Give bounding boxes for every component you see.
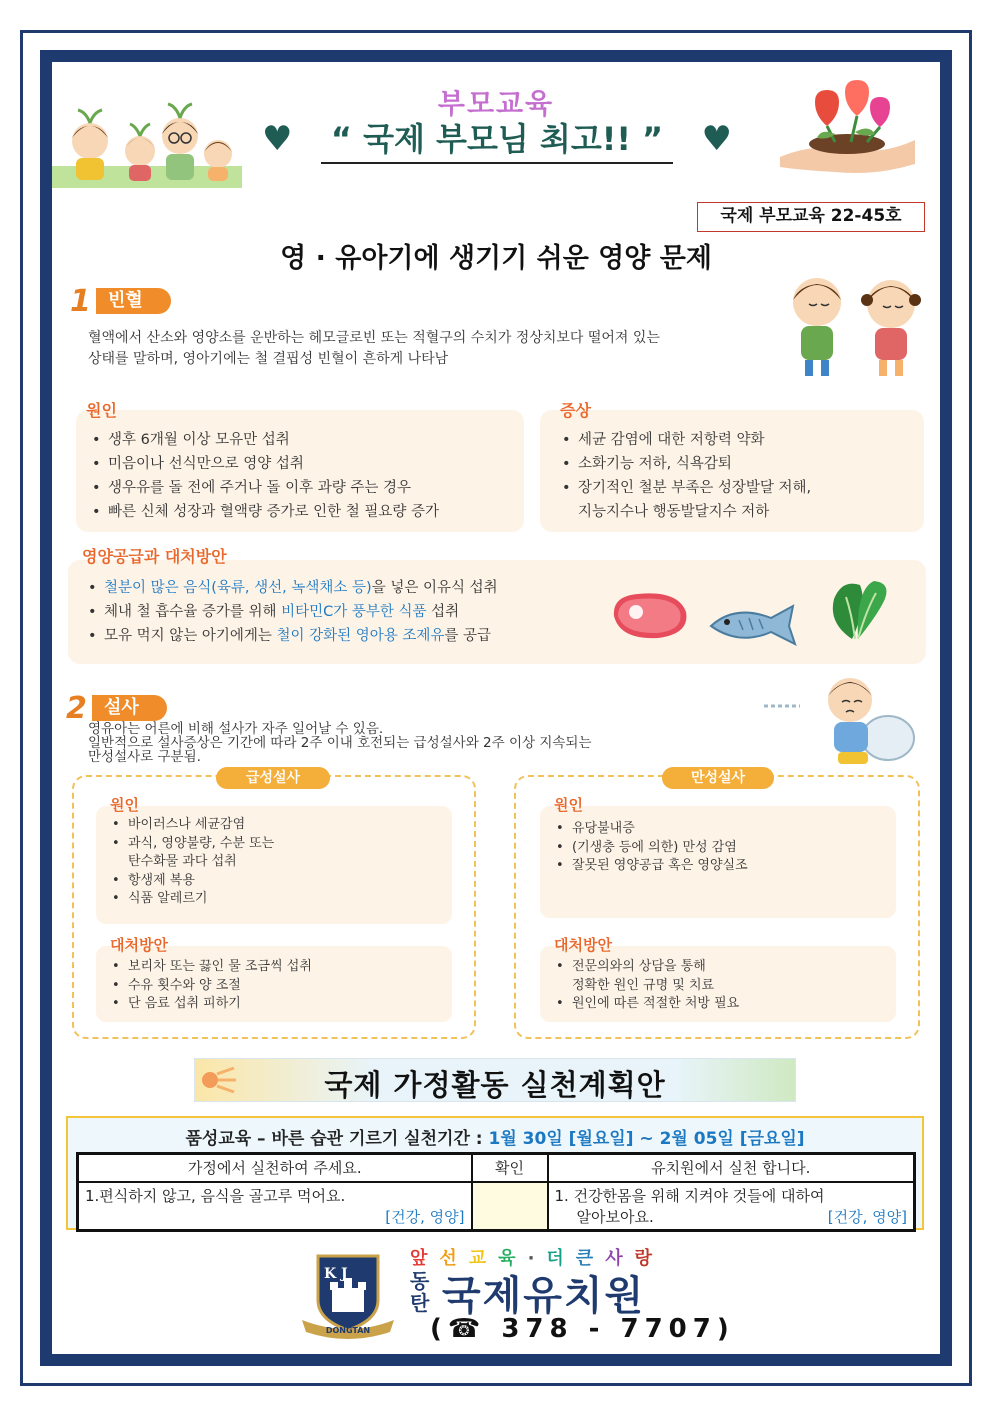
cause-list [90,428,439,524]
section1-label: 빈혈 [96,288,171,314]
col-home: 가정에서 실천하여 주세요. [78,1154,472,1182]
cause-box [76,410,524,532]
logo-letters: K J [324,1266,348,1282]
intro-line: 영유아는 어른에 비해 설사가 자주 일어날 수 있음. [88,721,384,737]
chronic-action-box [540,946,896,1022]
list-item: • 단 음료 섭취 피하기 [110,995,312,1014]
fish-icon [705,598,800,648]
list-item: • 미음이나 선식만으로 영양 섭취 [90,452,439,476]
list-item: • 수유 횟수와 양 조절 [110,977,312,996]
phone-number: (☎ 378 - 7707) [430,1314,735,1344]
section1-number: 1 [70,283,91,319]
spinach-icon [822,575,897,645]
plan-title [68,1124,922,1149]
plan-dates: 1월 30일 [월요일] ~ 2월 05일 [금요일] [488,1129,805,1149]
header-title: “ 국제 부모님 최고!! ” [321,114,673,164]
practice-banner-title: 국제 가정활동 실천계획안 [324,1068,666,1102]
kid-diarrhea-illustration [760,672,920,767]
list-item-continuation: 탄수화물 과다 섭취 [128,854,237,869]
kindergarten-logo [296,1250,400,1340]
school-item-line: 알아보아요. [576,1207,654,1226]
cause-heading: 원인 [86,401,117,420]
hands-hearts-illustration [775,72,920,177]
symptom-list [560,428,811,524]
supply-list [86,576,498,648]
list-item [86,600,498,624]
list-item: • 빠른 신체 성장과 혈액량 증가로 인한 철 필요량 증가 [90,500,439,524]
list-item: • 생후 6개월 이상 모유만 섭취 [90,428,439,452]
acute-action-box [96,946,452,1022]
list-item: • 보리차 또는 끓인 물 조금씩 섭취 [110,958,312,977]
home-cell [78,1182,472,1231]
highlight-text: 철이 강화된 영아용 조제유 [276,628,445,644]
acute-cause-box [96,806,452,924]
heart-icon: ♥ [262,119,293,159]
main-title: 영 · 유아기에 생기기 쉬운 영양 문제 [280,243,712,274]
plan-table [76,1152,916,1232]
section2-number: 2 [66,690,87,726]
list-item: • 식품 알레르기 [110,890,274,909]
section2-label: 설사 [92,695,167,721]
list-item: • 과식, 영양불량, 수분 또는 [110,835,274,854]
acute-cause-list [110,816,274,909]
school-cell [548,1182,915,1231]
list-item: • 잘못된 영양공급 혹은 영양실조 [554,857,748,876]
list-item [86,576,498,600]
acute-action-heading: 대처방안 [110,936,168,954]
list-text: 모유 먹지 않는 아기에게는 [104,628,277,644]
chronic-cause-list [554,820,748,876]
intro-line: 상태를 말하며, 영아기에는 철 결핍성 빈혈이 흔하게 나타남 [88,351,449,367]
slogan-char: 교 [468,1248,499,1269]
acute-action-list [110,958,312,1014]
list-text: 을 넣은 이유식 섭취 [371,580,498,596]
list-text: 섭취 [426,604,460,620]
school-item-row [555,1206,908,1227]
symptom-heading: 증상 [560,401,591,420]
symptom-box [540,410,924,532]
slogan-char: 큰 [575,1248,606,1269]
slogan-char: 앞 [410,1248,440,1269]
list-item: • 전문의와의 상담을 통해 [554,958,739,977]
list-item: • 생우유를 돌 전에 주거나 돌 이후 과량 주는 경우 [90,476,439,500]
list-item-continuation: 지능지수나 행동발달지수 저하 [578,504,770,520]
col-school: 유치원에서 실천 합니다. [548,1154,915,1182]
practice-plan [66,1116,924,1230]
list-item: • 항생제 복용 [110,872,274,891]
highlight-text: 철분이 많은 음식(육류, 생선, 녹색채소 등) [104,580,372,596]
practice-banner [194,1058,796,1102]
chronic-tag: 만성설사 [662,767,774,789]
intro-line: 혈액에서 산소와 영양소를 운반하는 헤모글로빈 또는 적혈구의 수치가 정상치보다 떨어져 있는 [88,330,660,346]
intro-line: 일반적으로 설사증상은 기간에 따라 2주 이내 호전되는 급성설사와 2주 이상 지속되는 [88,735,592,751]
chronic-cause-box [540,806,896,918]
list-item: • 바이러스나 세균감염 [110,816,274,835]
slogan-char: 사 [605,1248,635,1269]
school-item-line: 1. 건강한몸을 위해 지켜야 것들에 대하여 [554,1186,825,1205]
list-item: • 세균 감염에 대한 저항력 약화 [560,428,811,452]
section1-intro [88,328,788,370]
highlight-text: 비타민C가 풍부한 식품 [281,604,427,620]
list-item: • (기생충 등에 의한) 만성 감염 [554,839,748,858]
list-item-continuation: 정확한 원인 규명 및 치료 [572,977,715,993]
chronic-action-heading: 대처방안 [554,936,612,954]
section2-intro [88,722,768,764]
issue-number: 국제 부모교육 22-45호 [697,202,925,232]
sun-icon [200,1064,236,1096]
home-item: 1.편식하지 않고, 음식을 골고루 먹어요. [85,1186,346,1205]
slogan-char: 선 [439,1248,469,1269]
heart-icon: ♥ [701,119,732,159]
kindergarten-location: 동탄 [410,1269,430,1315]
plan-title-prefix: 품성교육 – 바른 습관 기르기 실천기간 : [185,1129,489,1149]
list-item [86,624,498,648]
section1-tag [70,283,171,319]
list-text: 체내 철 흡수율 증가를 위해 [104,604,282,620]
list-item: • 유당불내증 [554,820,748,839]
list-item: • 소화기능 저하, 식욕감퇴 [560,452,811,476]
slogan-char: 랑 [634,1248,664,1269]
list-item: • 장기적인 철분 부족은 성장발달 저해, [560,476,811,500]
chronic-cause-heading: 원인 [554,796,583,814]
slogan-char: 더 [546,1248,576,1269]
header-subtitle: 부모교육 [437,87,555,120]
check-cell[interactable] [472,1182,548,1231]
school-tag: [건강, 영양] [827,1207,907,1226]
home-tag: [건강, 영양] [385,1207,465,1226]
slogan-char: 육 [498,1248,528,1269]
chronic-action-list [554,958,739,1014]
list-item: • 원인에 따른 적절한 처방 필요 [554,995,739,1014]
header-title-row [262,114,732,164]
col-check: 확인 [472,1154,548,1182]
kindergarten-name: 국제유치원 [442,1273,646,1319]
meat-icon [608,590,692,642]
acute-tag: 급성설사 [216,767,330,789]
supply-heading: 영양공급과 대처방안 [82,547,227,566]
slogan-char: · [527,1248,547,1269]
list-text: 를 공급 [444,628,492,644]
intro-line: 만성설사로 구분됨. [88,749,201,765]
logo-ribbon: DONGTAN [325,1326,371,1335]
section2-tag [66,690,167,726]
sick-kids-illustration [775,270,935,380]
acute-cause-heading: 원인 [110,796,139,814]
